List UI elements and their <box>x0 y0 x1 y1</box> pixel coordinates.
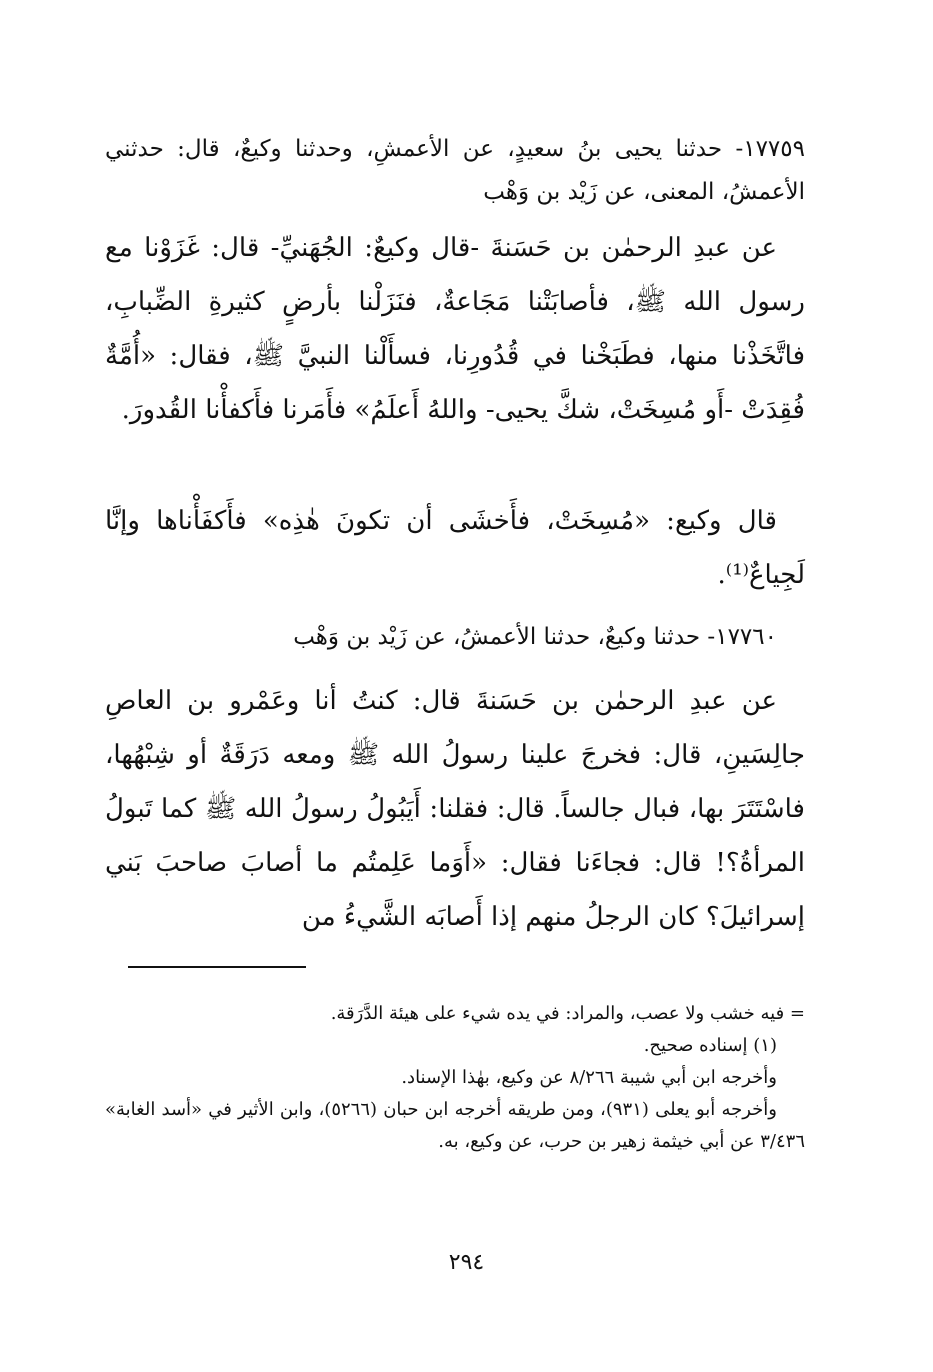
hadith-17760-matn-paragraph: عن عبدِ الرحمٰن بن حَسَنةَ قال: كنتُ أنا وعَمْرو بن العاصِ جالِسَينِ، قال: فخرجَ علينا رسولُ الله ﷺ ومعه دَرَقَةٌ أو شِبْهُها، فاسْتَتَرَ بها، فبال جالساً. قال: فقلنا: أَيَبُولُ رسولُ الله ﷺ كما تَبولُ المرأةُ؟! قال: فجاءَنا فقال: «أَوَما عَلِمتُم ما أصابَ صاحبَ بَني إسرائيلَ؟ كان الرجلُ منهم إذا أَصابَه الشَّيءُ من <box>105 686 805 932</box>
hadith-17759-isnad-block <box>105 128 805 214</box>
footnote-source-1: وأخرجه ابن أبي شيبة ٨/٢٦٦ عن وكيع، بهٰذا الإسناد. <box>401 1067 777 1088</box>
hadith-17760-isnad-block <box>105 616 805 659</box>
hadith-17759-matn-block <box>105 221 805 437</box>
footnote-separator <box>128 966 306 968</box>
hadith-17759-matn-block-2 <box>105 494 805 602</box>
page-number: ٢٩٤ <box>448 1250 485 1275</box>
hadith-17759-matn-paragraph-2: قال وكيع: «مُسِخَتْ، فأَخشَى أن تكونَ هٰذِه» فأَكفَأْناها وإنَّا لَجِياعٌ⁽¹⁾. <box>105 506 805 590</box>
footnotes-section <box>105 998 805 1158</box>
footnote-source-2: وأخرجه أبو يعلى (٩٣١)، ومن طريقه أخرجه ابن حبان (٥٢٦٦)، وابن الأثير في «أسد الغابة» ٣/٤٣٦ عن أبي خيثمة زهير بن حرب، عن وكيع، به. <box>105 1099 805 1152</box>
hadith-17760-isnad: ١٧٧٦٠- حدثنا وكيعٌ، حدثنا الأعمشُ، عن زَيْد بن وَهْب <box>293 624 777 650</box>
footnote-continued: = فيه خشب ولا عصب، والمراد: في يده شيء على هيئة الدَّرَقة. <box>330 1003 805 1024</box>
footnote-1: (١) إسناده صحيح. <box>643 1035 777 1056</box>
hadith-17759-isnad: ١٧٧٥٩- حدثنا يحيى بنُ سعيدٍ، عن الأعمشِ، وحدثنا وكيعٌ، قال: حدثني الأعمشُ، المعنى، عن زَيْد بن وَهْب <box>105 136 805 205</box>
hadith-17759-matn-paragraph-1: عن عبدِ الرحمٰن بن حَسَنةَ -قال وكيعٌ: الجُهَنيِّ- قال: غَزَوْنا مع رسول الله ﷺ، فأصابَتْنا مَجَاعةٌ، فنَزَلْنا بأرضٍ كثيرةِ الضِّبابِ، فاتَّخَذْنا منها، فطَبَخْنا في قُدُورِنا، فسأَلْنا النبيَّ ﷺ، فقال: «أُمَّةٌ فُقِدَتْ -أَو مُسِخَتْ، شكَّ يحيى- واللهُ أَعلَمُ» فأَمَرنا فأَكفأْنا القُدورَ. <box>105 233 805 425</box>
hadith-17760-matn-block <box>105 674 805 944</box>
